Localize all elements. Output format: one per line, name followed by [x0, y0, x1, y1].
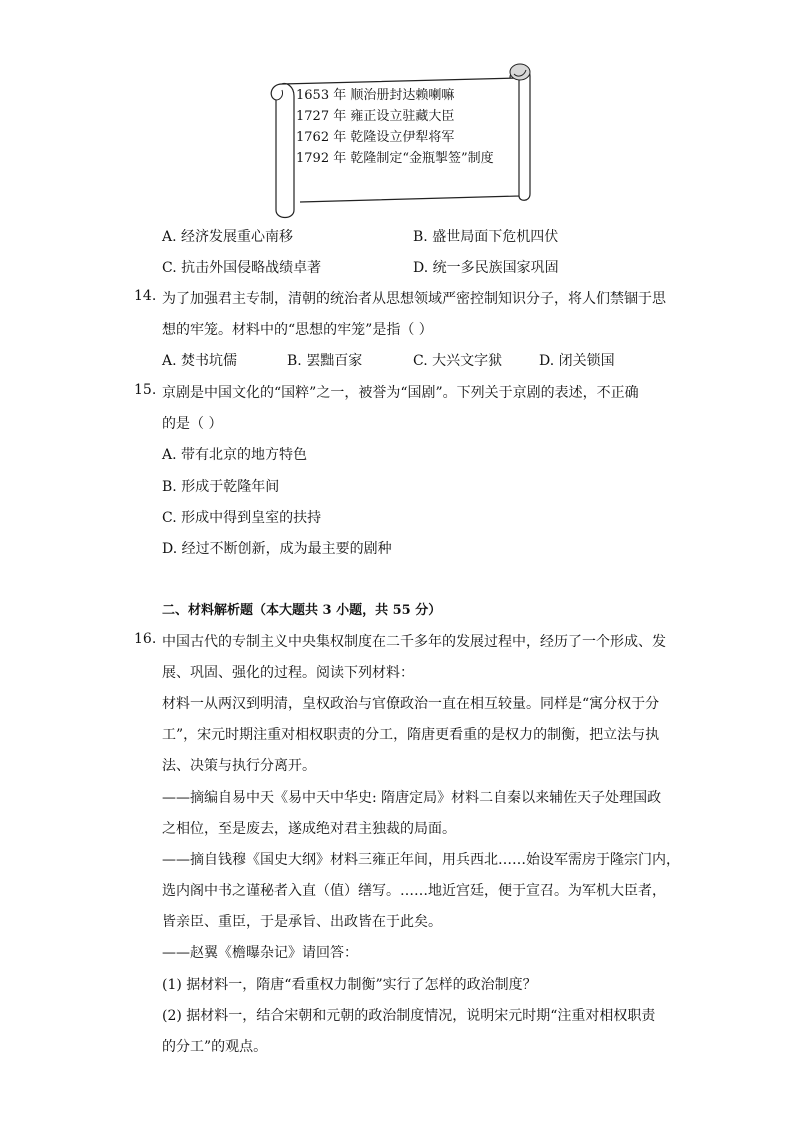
q14-option-b: B. 罢黜百家: [287, 353, 363, 369]
q14-option-a: A. 焚书坑儒: [162, 353, 238, 369]
q14-option-d: D. 闭关锁国: [539, 353, 615, 369]
q16-subquestion-1: (1) 据材料一，隋唐“看重权力制衡”实行了怎样的政治制度？: [162, 977, 537, 993]
q15-option-d: D. 经过不断创新，成为最主要的剧种: [162, 541, 392, 557]
timeline-entry: 1792 年 乾隆制定“金瓶掣签”制度: [296, 151, 494, 166]
q16-line: ——摘编自易中天《易中天中华史: 隋唐定局》材料二自秦以来辅佐天子处理国政: [162, 790, 662, 806]
q16-number: 16.: [134, 631, 157, 647]
q16-line: 之相位，至是废去，遂成绝对君主独裁的局面。: [162, 821, 456, 837]
q15-option-b: B. 形成于乾隆年间: [162, 479, 280, 495]
q13-option-b: B. 盛世局面下危机四伏: [413, 229, 559, 245]
q15-number: 15.: [134, 382, 157, 398]
q13-option-d: D. 统一多民族国家巩固: [413, 260, 559, 276]
q16-line: 展、巩固、强化的过程。阅读下列材料：: [162, 665, 414, 681]
timeline-entry: 1653 年 顺治册封达赖喇嘛: [296, 88, 455, 103]
q14-stem-line: 为了加强君主专制，清朝的统治者从思想领域严密控制知识分子，将人们禁锢于思: [162, 291, 666, 307]
q16-line: 选内阁中书之谨秘者入直（值）缮写。……地近宫廷，便于宣召。为军机大臣者，: [162, 883, 666, 899]
section-heading: 二、材料解析题（本大题共 3 小题，共 55 分）: [162, 603, 442, 618]
q15-stem-line: 京剧是中国文化的“国粹”之一，被誉为“国剧”。下列关于京剧的表述，不正确: [162, 385, 639, 401]
q16-subquestion-2-cont: 的分工”的观点。: [162, 1039, 268, 1055]
q15-stem-line: 的是（ ）: [162, 416, 223, 432]
q14-stem-line: 想的牢笼。材料中的“思想的牢笼”是指（ ）: [162, 322, 433, 338]
scroll-timeline: [296, 85, 494, 169]
timeline-entry: 1762 年 乾隆设立伊犁将军: [296, 130, 455, 145]
q14-number: 14.: [134, 288, 157, 304]
q15-option-a: A. 带有北京的地方特色: [162, 447, 308, 463]
q13-option-c: C. 抗击外国侵略战绩卓著: [162, 260, 322, 276]
q16-line: 法、决策与执行分离开。: [162, 758, 316, 774]
q16-line: 皆亲臣、重臣，于是承旨、出政皆在于此矣。: [162, 914, 442, 930]
timeline-entry: 1727 年 雍正设立驻藏大臣: [296, 109, 455, 124]
q16-line: ——摘自钱穆《国史大纲》材料三雍正年间，用兵西北……始设军需房于隆宗门内，: [162, 852, 680, 868]
q16-line: 工”，宋元时期注重对相权职责的分工，隋唐更看重的是权力的制衡，把立法与执: [162, 727, 660, 743]
scroll-illustration: [264, 60, 534, 220]
q16-line: 中国古代的专制主义中央集权制度在二千多年的发展过程中，经历了一个形成、发: [162, 634, 666, 650]
q14-option-c: C. 大兴文字狱: [413, 353, 503, 369]
q16-subquestion-2: (2) 据材料一，结合宋朝和元朝的政治制度情况，说明宋元时期“注重对相权职责: [162, 1008, 656, 1024]
q13-option-a: A. 经济发展重心南移: [162, 229, 294, 245]
q16-line: 材料一从两汉到明清，皇权政治与官僚政治一直在相互较量。同样是“寓分权于分: [162, 696, 660, 712]
q16-line: ——赵翼《檐曝杂记》请回答：: [162, 945, 358, 961]
q15-option-c: C. 形成中得到皇室的扶持: [162, 510, 322, 526]
